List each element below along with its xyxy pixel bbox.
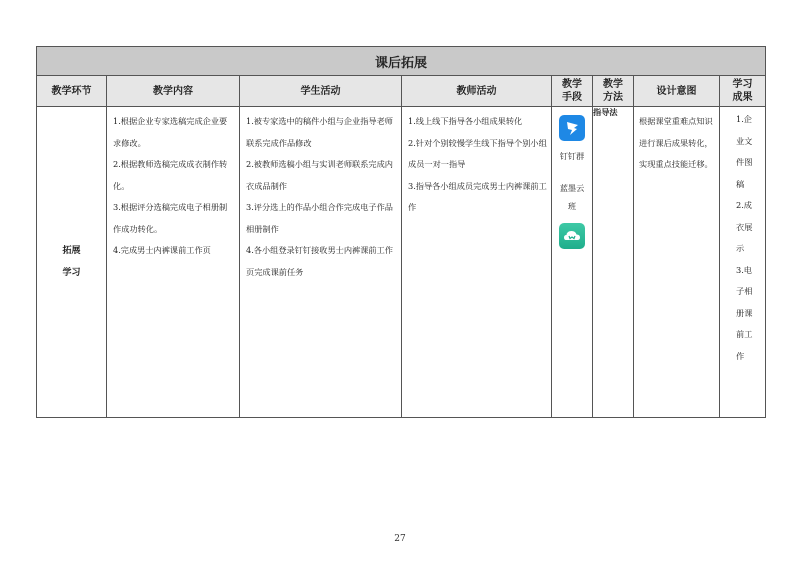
header-stage: 教学环节 — [37, 76, 107, 107]
tool-label-dingtalk: 钉钉群 — [559, 151, 585, 161]
header-method: 教学方法 — [593, 76, 634, 107]
method-cell: 指导法 — [593, 107, 634, 418]
content-item: 4.完成男士内裤课前工作页 — [113, 245, 211, 255]
table-title: 课后拓展 — [37, 47, 766, 76]
content-item: 2.根据教师选稿完成成衣制作转化。 — [113, 159, 228, 191]
dingtalk-icon — [559, 115, 585, 141]
means-cell — [552, 107, 593, 418]
student-activity-item: 3.评分选上的作品小组合作完成电子作品相册制作 — [246, 202, 393, 234]
outcome-item: 3.电子相册课前工作 — [736, 264, 753, 361]
design-intent-text: 根据课堂重难点知识进行课后成果转化，实现重点技能迁移。 — [639, 116, 713, 169]
student-activity-item: 2.被教师选稿小组与实训老师联系完成内衣成品制作 — [246, 159, 393, 191]
header-outcome: 学习成果 — [720, 76, 766, 107]
outcome-item: 2.成衣展示 — [736, 200, 753, 253]
header-teacher-activity: 教师活动 — [402, 76, 552, 107]
student-activity-cell — [240, 107, 402, 418]
design-intent-cell — [634, 107, 720, 418]
stage-line: 学习 — [62, 268, 81, 278]
content-item: 3.根据评分选稿完成电子相册制作成功转化。 — [113, 202, 228, 234]
teacher-activity-item: 1.线上线下指导各小组成果转化 — [408, 116, 523, 126]
page-number: 27 — [394, 534, 406, 544]
stage-cell — [37, 107, 107, 418]
header-means: 教学手段 — [552, 76, 593, 107]
tool-label-lanmo: 蓝墨云班 — [559, 183, 585, 211]
lanmo-cloud-icon — [559, 223, 585, 249]
stage-line: 拓展 — [62, 246, 81, 256]
content-item: 1.根据企业专家选稿完成企业要求修改。 — [113, 116, 228, 148]
header-design-intent: 设计意图 — [634, 76, 720, 107]
lesson-table — [36, 46, 766, 418]
student-activity-item: 1.被专家选中的稿件小组与企业指导老师联系完成作品修改 — [246, 116, 393, 148]
outcome-cell — [720, 107, 766, 418]
teacher-activity-item: 3.指导各小组成员完成男士内裤课前工作 — [408, 180, 547, 212]
header-content: 教学内容 — [107, 76, 240, 107]
student-activity-item: 4.各小组登录钉钉接收男士内裤课前工作页完成课前任务 — [246, 245, 393, 277]
header-student-activity: 学生活动 — [240, 76, 402, 107]
teacher-activity-cell — [402, 107, 552, 418]
content-cell — [107, 107, 240, 418]
outcome-item: 1.企业文件图稿 — [736, 114, 753, 189]
teacher-activity-item: 2.针对个别较慢学生线下指导个别小组成员一对一指导 — [408, 137, 547, 169]
